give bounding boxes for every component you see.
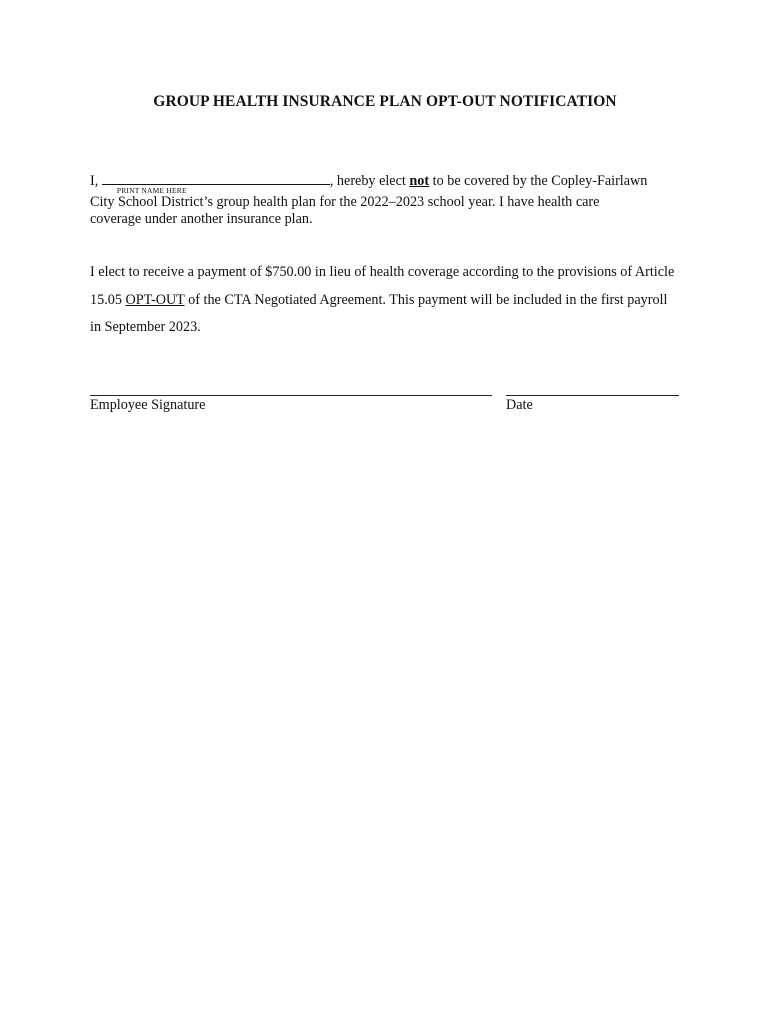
statement-after-emphasis: to be covered by the Copley-Fairlawn (429, 173, 648, 189)
opt-out-statement (90, 171, 680, 228)
statement-prefix: I, (90, 173, 102, 189)
payment-text-1: I elect to receive a payment of $750.00 in lieu of health coverage according to the provisions of Article 15.05 (90, 264, 675, 308)
payment-statement (90, 259, 680, 342)
statement-emphasis: not (409, 173, 430, 189)
statement-after-blank: , hereby elect (329, 173, 410, 189)
statement-line-2: City School District’s group health plan for the 2022–2023 school year. I have health care (90, 194, 600, 210)
employee-signature-line[interactable] (90, 395, 492, 396)
print-name-label: PRINT NAME HERE (116, 186, 187, 195)
opt-out-term: OPT-OUT (125, 291, 185, 308)
date-line[interactable] (506, 395, 679, 396)
payment-text-2: of the CTA Negotiated Agreement. This payment will be included in the first payroll in September 2023. (90, 291, 668, 335)
document-title: GROUP HEALTH INSURANCE PLAN OPT-OUT NOTIFICATION (153, 93, 617, 110)
statement-line-1 (90, 171, 680, 195)
date-label: Date (506, 397, 533, 413)
statement-line-3: coverage under another insurance plan. (90, 211, 313, 227)
employee-signature-label: Employee Signature (90, 397, 206, 413)
print-name-field[interactable] (102, 171, 330, 195)
